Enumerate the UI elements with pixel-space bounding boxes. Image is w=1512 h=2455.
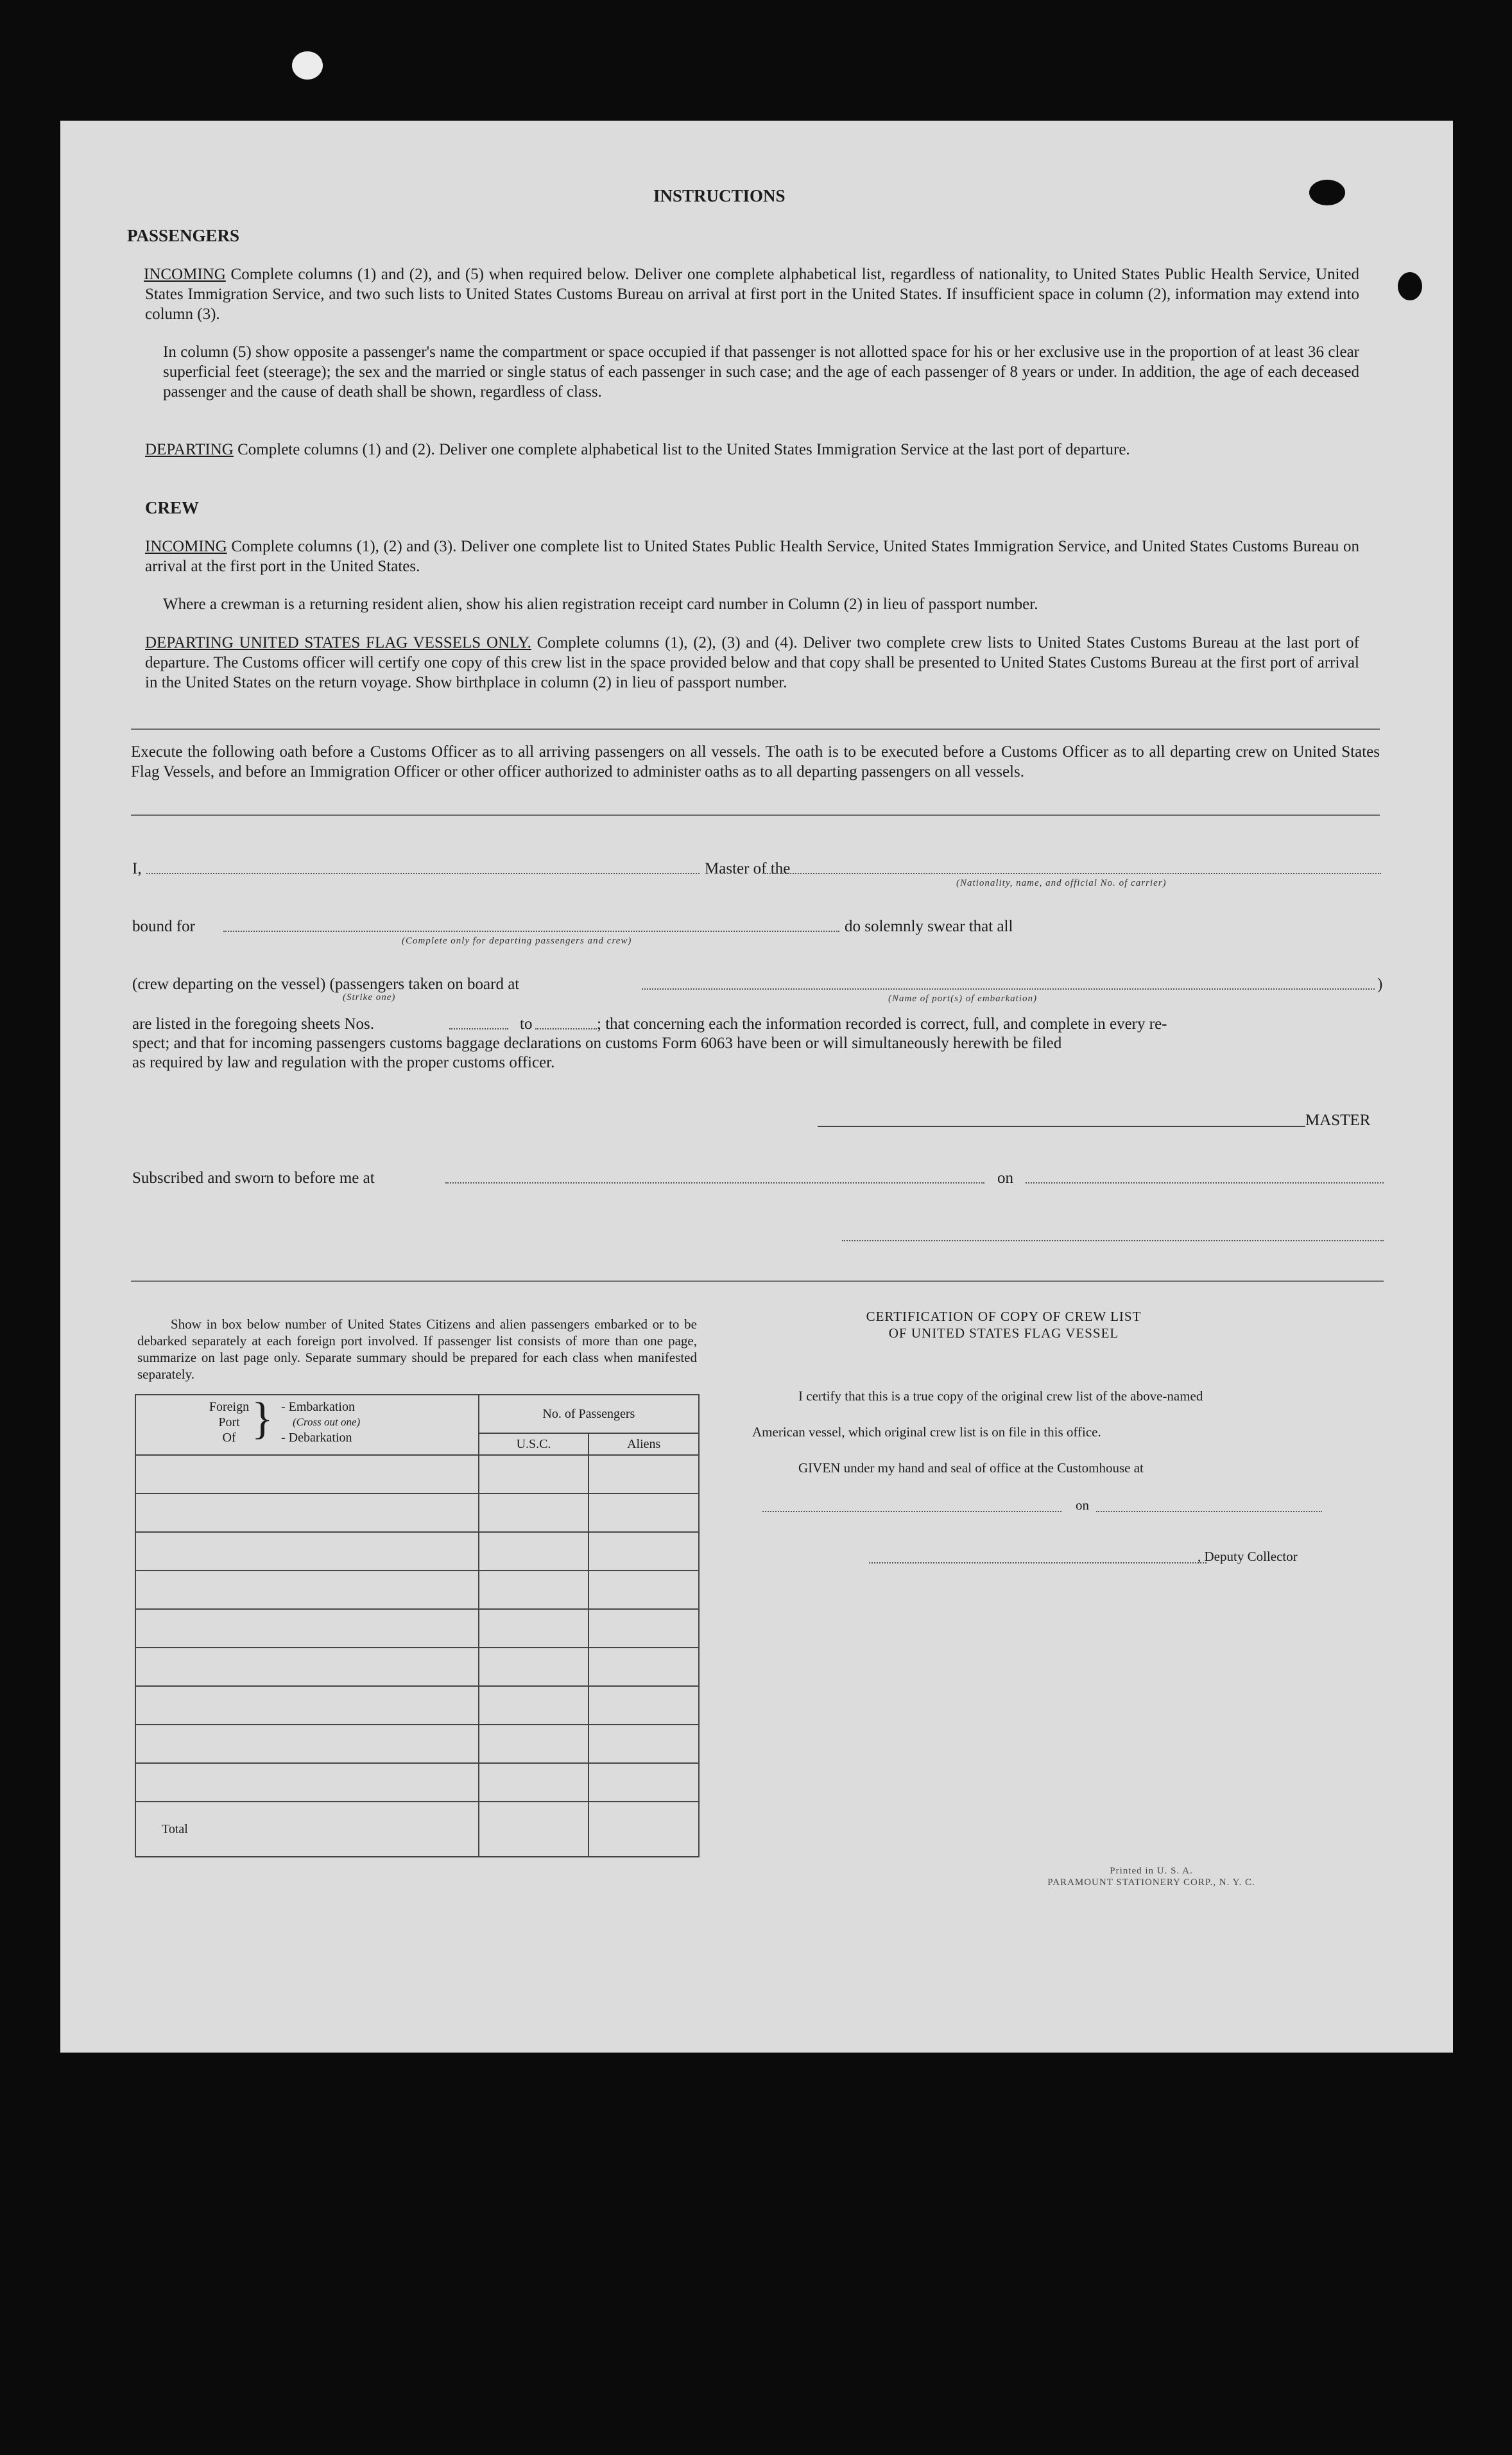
strike-one-caption: (Strike one) [343,992,396,1003]
certification-on-label: on [1076,1497,1089,1513]
crew-heading: CREW [145,498,200,517]
form-page [60,121,1453,2053]
debarkation-label: - Debarkation [281,1431,352,1445]
crew-incoming-text: Complete columns (1), (2) and (3). Deliver one complete list to United States Public Health Service, United States Immigration Service, and United States Customs Bureau on arrival at the first port in the United States. [145,538,1359,575]
usc-cell[interactable] [479,1532,589,1571]
crew-departing-paragraph [145,633,1359,693]
port-header-cell [135,1395,479,1455]
usc-cell[interactable] [479,1763,589,1802]
printer-line-1: Printed in U. S. A. [1110,1866,1193,1876]
usc-cell[interactable] [479,1686,589,1725]
usc-cell[interactable] [479,1609,589,1648]
port-cell[interactable] [135,1725,479,1763]
usc-cell[interactable] [479,1494,589,1532]
carrier-caption: (Nationality, name, and official No. of carrier) [956,878,1167,888]
aliens-cell[interactable] [588,1532,699,1571]
listed-text-1: are listed in the foregoing sheets Nos. [132,1015,374,1033]
master-signature-line[interactable] [818,1126,1305,1127]
bound-for-label: bound for [132,918,195,935]
aliens-cell[interactable] [588,1648,699,1686]
passengers-departing-label: DEPARTING [145,441,234,458]
carrier-field[interactable] [765,873,1381,874]
aliens-cell[interactable] [588,1763,699,1802]
deputy-collector-label: , Deputy Collector [1198,1549,1298,1564]
punch-hole [292,51,323,80]
listed-text-2: ; that concerning each the information recorded is correct, full, and complete in every re- [597,1015,1167,1033]
aliens-cell[interactable] [588,1725,699,1763]
crew-departing-text: Complete columns (1), (2), (3) and (4). Deliver two complete crew lists to United States Customs Bureau at the last port of departure. The Customs officer will certify one copy of this crew list in the space provided below and that copy shall be presented to United States Customs Bureau at the first port of arrival in the United States on the return voyage. Show birthplace in column (2) in lieu of passport number. [145,634,1359,691]
crew-departing-label: (crew departing on the vessel) (passengers taken on board at [132,976,520,993]
passengers-incoming-paragraph [145,264,1359,324]
subscribed-place-field[interactable] [445,1182,984,1184]
certification-title-1: CERTIFICATION OF COPY OF CREW LIST [866,1309,1142,1324]
close-paren: ) [1377,976,1383,993]
port-cell[interactable] [135,1532,479,1571]
swear-label: do solemnly swear that all [845,918,1013,935]
aliens-cell[interactable] [588,1571,699,1609]
aliens-cell[interactable] [588,1494,699,1532]
divider [131,1280,1384,1284]
instructions-title: INSTRUCTIONS [653,186,786,205]
aliens-cell[interactable] [588,1455,699,1494]
usc-cell[interactable] [479,1571,589,1609]
crew-resident-paragraph: Where a crewman is a returning resident alien, show his alien registration receipt card number in Column (2) in lieu of passport number. [163,596,1038,613]
passengers-incoming-text: Complete columns (1) and (2), and (5) when required below. Deliver one complete alphabetical list, regardless of nationality, to United States Public Health Service, United States Immigration Service, and two such lists to United States Customs Bureau on arrival at first port in the United States. If insufficient space in column (2), information may extend into column (3). [145,266,1359,323]
sheet-to-field[interactable] [535,1028,597,1029]
port-cell[interactable] [135,1609,479,1648]
bound-for-field[interactable] [223,931,839,932]
printer-imprint [1017,1865,1286,1888]
given-text: GIVEN under my hand and seal of office at the Customhouse at [798,1460,1144,1476]
certification-title-2: OF UNITED STATES FLAG VESSEL [888,1325,1119,1341]
certify-text-1: I certify that this is a true copy of the original crew list of the above-named [798,1388,1203,1404]
certification-date-field[interactable] [1096,1511,1322,1512]
brace: } [252,1394,273,1443]
total-label: Total [135,1802,479,1857]
divider [131,814,1380,818]
oath-i-label: I, [132,860,142,877]
no-passengers-header: No. of Passengers [479,1395,699,1433]
crew-departing-label: DEPARTING UNITED STATES FLAG VESSELS ONLY. [145,634,531,651]
to-label: to [520,1015,533,1033]
printer-line-2: PARAMOUNT STATIONERY CORP., N. Y. C. [1047,1877,1255,1888]
usc-header: U.S.C. [479,1433,589,1455]
embarkation-ports-field[interactable] [642,988,1375,990]
divider [131,728,1380,732]
aliens-cell[interactable] [588,1609,699,1648]
subscribed-on-label: on [997,1169,1013,1187]
certify-text-2: American vessel, which original crew list is on file in this office. [752,1424,1101,1440]
passengers-column5-paragraph: In column (5) show opposite a passenger's name the compartment or space occupied if that passenger is not allotted space for his or her exclusive use in the proportion of at least 36 clear superficial feet (steerage); the sex and the married or single status of each passenger in such case; and the age of each passenger of 8 years or under. In addition, the age of each deceased passenger and the cause of death shall be shown, regardless of class. [163,343,1359,401]
passengers-incoming-label: INCOMING [144,266,226,283]
port-cell[interactable] [135,1648,479,1686]
usc-cell[interactable] [479,1455,589,1494]
summary-instruction: Show in box below number of United States Citizens and alien passengers embarked or to be debarked separately at each foreign port involved. If passenger list consists of more than one page, summarize on last page only. Separate summary should be prepared for each class when manifested separately. [137,1316,697,1382]
ink-blot [1398,272,1422,300]
ink-blot [1309,180,1345,205]
port-cell[interactable] [135,1686,479,1725]
master-label: MASTER [1305,1112,1371,1129]
port-cell[interactable] [135,1763,479,1802]
total-usc-cell[interactable] [479,1802,589,1857]
sheet-from-field[interactable] [449,1028,508,1029]
passengers-departing-paragraph [145,440,1359,460]
deputy-signature-field[interactable] [869,1562,1207,1563]
oath-instruction: Execute the following oath before a Customs Officer as to all arriving passengers on all vessels. The oath is to be executed before a Customs Officer as to all departing crew on United States Flag Vessels, and before an Immigration Officer or other officer authorized to administer oaths as to all departing passengers on all vessels. [131,743,1380,780]
crew-incoming-label: INCOMING [145,538,227,555]
cross-out-label: (Cross out one) [293,1416,361,1428]
usc-cell[interactable] [479,1725,589,1763]
aliens-header: Aliens [588,1433,699,1455]
master-name-field[interactable] [146,873,700,874]
officer-signature-line[interactable] [842,1240,1384,1241]
passenger-summary-table [135,1394,700,1857]
port-label: Port [218,1415,240,1429]
aliens-cell[interactable] [588,1686,699,1725]
of-label: Of [222,1431,236,1445]
port-cell[interactable] [135,1571,479,1609]
certification-title [811,1308,1196,1341]
crew-incoming-paragraph [145,537,1359,576]
customhouse-field[interactable] [762,1511,1061,1512]
passengers-heading: PASSENGERS [127,226,240,245]
embarkation-label: - Embarkation [281,1400,355,1414]
subscribed-date-field[interactable] [1026,1182,1384,1184]
usc-cell[interactable] [479,1648,589,1686]
ports-caption: (Name of port(s) of embarkation) [888,994,1037,1004]
port-cell[interactable] [135,1455,479,1494]
total-aliens-cell[interactable] [588,1802,699,1857]
port-cell[interactable] [135,1494,479,1532]
foreign-label: Foreign [209,1400,250,1414]
listed-text-4: as required by law and regulation with the proper customs officer. [132,1054,555,1071]
listed-text-3: spect; and that for incoming passengers customs baggage declarations on customs Form 6063 have been or will simultaneously herewith be filed [132,1035,1062,1052]
master-of-the-label: Master of the [705,860,791,877]
bound-for-caption: (Complete only for departing passengers and crew) [402,936,632,946]
passengers-departing-text: Complete columns (1) and (2). Deliver one complete alphabetical list to the United States Immigration Service at the last port of departure. [233,441,1130,458]
subscribed-label: Subscribed and sworn to before me at [132,1169,375,1187]
